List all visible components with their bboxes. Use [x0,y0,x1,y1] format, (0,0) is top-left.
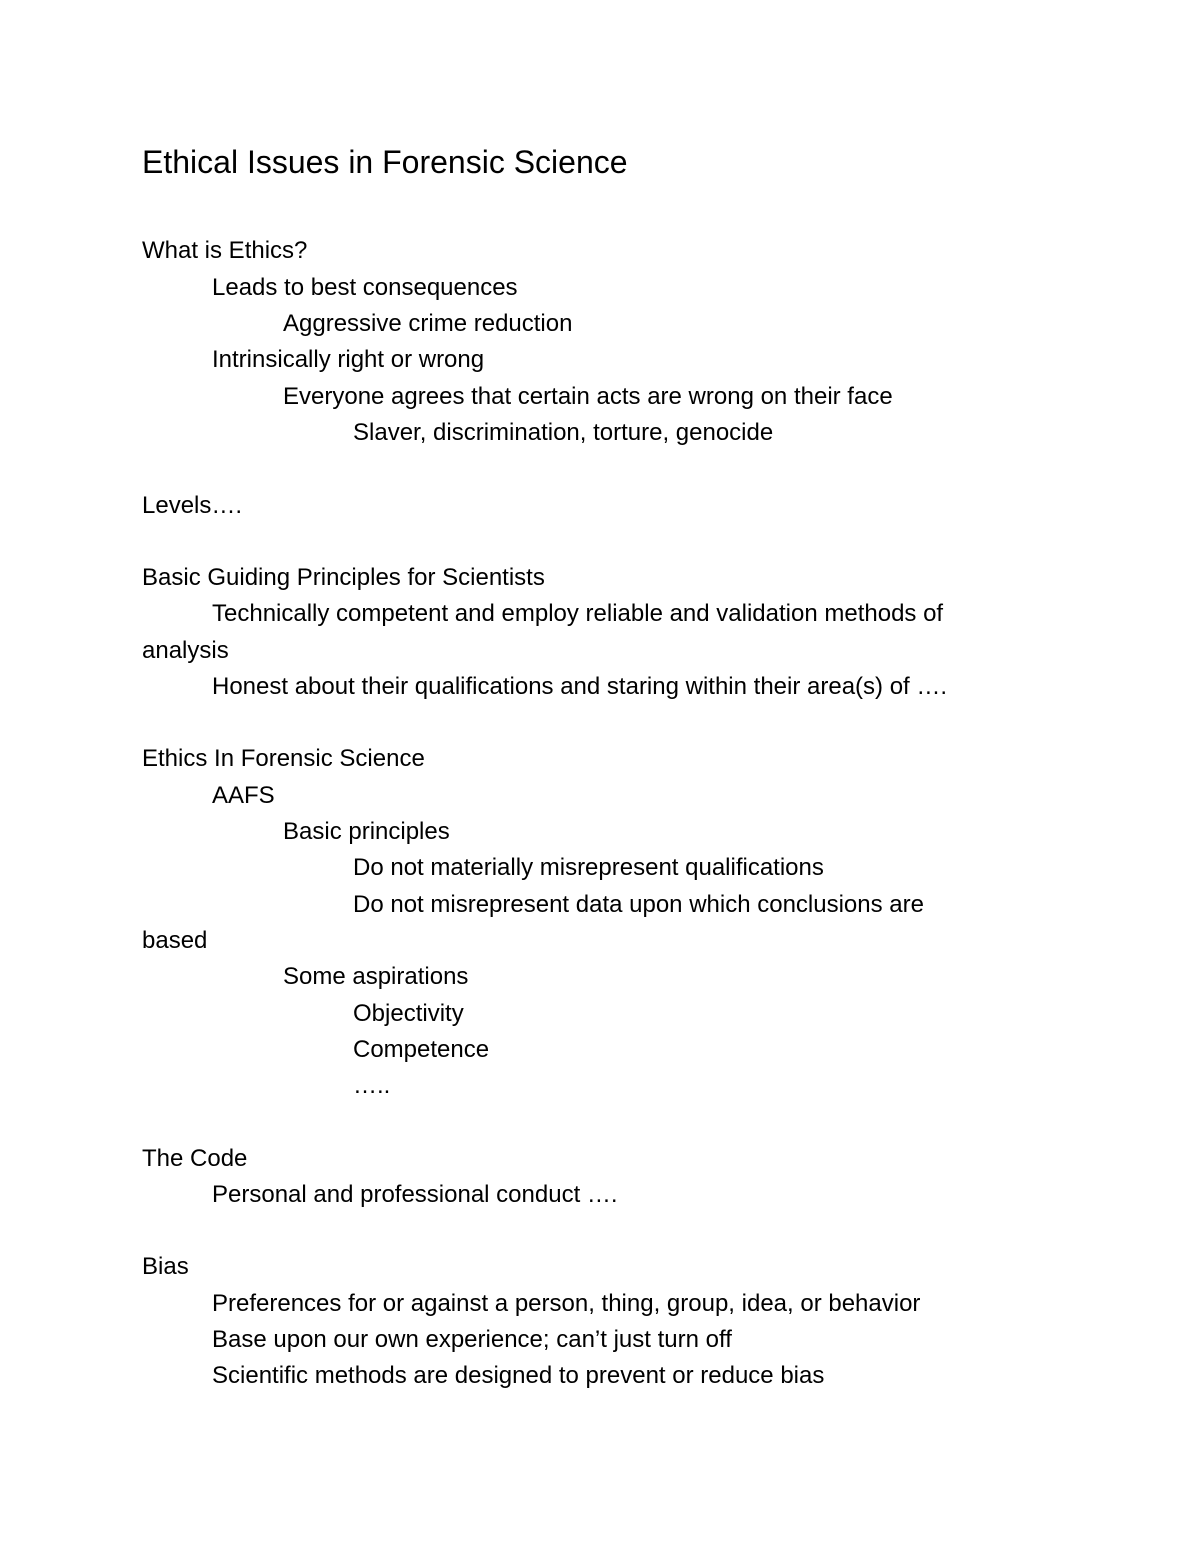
outline-item: Aggressive crime reduction [283,310,573,337]
outline-item: Scientific methods are designed to prevent or reduce bias [212,1362,825,1389]
outline-item: Some aspirations [283,963,469,990]
outline-item: Objectivity [353,1000,464,1027]
outline-item: Honest about their qualifications and staring within their area(s) of …. [212,673,948,700]
outline-item: Everyone agrees that certain acts are wrong on their face [283,383,893,410]
outline-item: Do not misrepresent data upon which conclusions are [353,891,924,918]
outline-item-continuation: analysis [142,637,229,664]
outline-item: Leads to best consequences [212,274,518,301]
section-heading-ethics-in-forensic-science: Ethics In Forensic Science [142,745,425,772]
section-heading-the-code: The Code [142,1145,248,1172]
section-heading-what-is-ethics: What is Ethics? [142,237,308,264]
outline-item: Slaver, discrimination, torture, genocide [353,419,774,446]
section-heading-guiding-principles: Basic Guiding Principles for Scientists [142,564,545,591]
section-heading-bias: Bias [142,1253,189,1280]
outline-item: Personal and professional conduct …. [212,1181,618,1208]
outline-item: Intrinsically right or wrong [212,346,485,373]
outline-item: Basic principles [283,818,450,845]
document-title: Ethical Issues in Forensic Science [142,144,628,180]
outline-item: ….. [353,1072,391,1099]
outline-item: Base upon our own experience; can’t just turn off [212,1326,732,1353]
outline-item: AAFS [212,782,275,809]
outline-item: Technically competent and employ reliable and validation methods of [212,600,944,627]
outline-item: Competence [353,1036,490,1063]
section-heading-levels: Levels…. [142,492,243,519]
outline-item-continuation: based [142,927,208,954]
outline-item: Preferences for or against a person, thing, group, idea, or behavior [212,1290,921,1317]
outline-item: Do not materially misrepresent qualifications [353,854,824,881]
